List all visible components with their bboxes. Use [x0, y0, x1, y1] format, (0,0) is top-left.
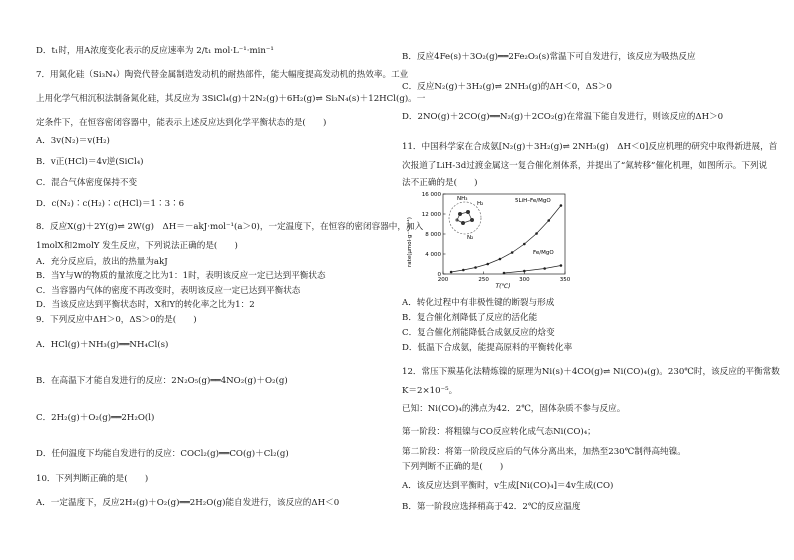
q12-stem-line2: K＝2×10⁻⁵。: [402, 386, 458, 396]
q12-stage1: 第一阶段：将粗镍与CO反应转化成气态Ni(CO)₄；: [402, 427, 596, 437]
series-label-fe: Fe/MgO: [533, 250, 554, 256]
q12-stem-line1: 12．常压下羰基化法精炼镍的原理为Ni(s)＋4CO(g)⇌ Ni(CO)₄(g)。230℃时，该反应的平衡常数: [402, 367, 780, 377]
q11-option-b: B．复合催化剂降低了反应的活化能: [402, 313, 538, 323]
series-1-point: [535, 232, 538, 235]
bond-line: [468, 212, 472, 220]
q7-stem-line3: 定条件下，在恒容密闭容器中，能表示上述反应达到化学平衡状态的是( ): [36, 118, 327, 128]
series-2-point: [543, 267, 546, 270]
q11-option-d: D．低温下合成氨，能提高原料的平衡转化率: [402, 343, 573, 353]
molecule-label-nh3: NH₃: [457, 196, 468, 202]
y-tick-label: 12 000: [421, 212, 441, 218]
x-tick-label: 250: [478, 277, 489, 283]
q8-option-a: A．充分反应后，放出的热量为akJ: [36, 257, 168, 267]
x-tick-label: 200: [437, 277, 449, 283]
q10-option-c: C．反应N₂(g)＋3H₂(g)⇌ 2NH₃(g)的ΔH＜0，ΔS＞0: [402, 82, 612, 92]
y-tick-label: 0: [437, 272, 441, 278]
series-2-point: [560, 264, 563, 267]
q9-option-d: D．任何温度下均能自发进行的反应：COCl₂(g)══CO(g)＋Cl₂(g): [36, 449, 289, 459]
y-tick-label: 4 000: [425, 252, 441, 258]
molecule-label-n2: N₂: [467, 235, 474, 241]
q8-stem-line1: 8．反应X(g)＋2Y(g)⇌ 2W(g) ΔH＝－akJ·mol⁻¹(a＞0)，一定温度下，在恒容的密闭容器中，加入: [36, 222, 424, 232]
q8-option-c: C．当容器内气体的密度不再改变时，表明该反应一定已达到平衡状态: [36, 286, 301, 296]
q10-option-a: A．一定温度下，反应2H₂(g)＋O₂(g)══2H₂O(g)能自发进行，该反应的ΔH＜0: [36, 498, 340, 508]
q11-stem-line2: 次报道了LiH-3d过渡金属这一复合催化剂体系，并提出了“氮转移”催化机理，如图所示。下列说: [402, 161, 768, 171]
q7-option-b: B．v正(HCl)＝4v逆(SiCl₄): [36, 157, 144, 167]
x-tick-label: 350: [559, 277, 571, 283]
q7-stem-line1: 7．用氮化硅（Si₃N₄）陶瓷代替金属制造发动机的耐热部件，能大幅度提高发动机的热效率。工业: [36, 70, 409, 80]
series-2-point: [523, 270, 526, 273]
q11-stem-line1: 11．中国科学家在合成氨[N₂(g)＋3H₂(g)⇌ 2NH₃(g) ΔH＜0]反应机理的研究中取得新进展，首: [402, 142, 778, 152]
q12-option-b: B．第一阶段应选择稍高于42．2℃的反应温度: [402, 502, 581, 512]
q7-stem-line2: 上用化学气相沉积法制备氮化硅，其反应为 3SiCl₄(g)＋2N₂(g)＋6H₂(g)⇌ Si₃N₄(s)＋12HCl(g)。一: [36, 94, 426, 104]
q9-option-a: A．HCl(g)＋NH₃(g)══NH₄Cl(s): [36, 340, 169, 350]
q10-option-b: B．反应4Fe(s)＋3O₂(g)══2Fe₂O₃(s)常温下可自发进行，该反应为吸热反应: [402, 52, 696, 62]
q8-option-d: D．当该反应达到平衡状态时，X和Y的转化率之比为1：2: [36, 300, 255, 310]
x-axis-label: T(℃): [495, 283, 511, 290]
series-1-point: [511, 251, 514, 254]
q12-stage2: 第二阶段：将第一阶段反应后的气体分离出来，加热至230℃制得高纯镍。: [402, 447, 686, 457]
y-tick-label: 16 000: [421, 192, 441, 198]
q11-option-c: C．复合催化剂能降低合成氨反应的焓变: [402, 328, 555, 338]
series-1-point: [450, 271, 453, 274]
q11-option-a: A．转化过程中有非极性键的断裂与形成: [402, 298, 555, 308]
q6-option-d: D．t₁时，用A浓度变化表示的反应速率为 2/t₁ mol·L⁻¹·min⁻¹: [36, 46, 274, 56]
x-tick-label: 300: [519, 277, 530, 283]
q9-option-b: B．在高温下才能自发进行的反应：2N₂O₅(g)══4NO₂(g)＋O₂(g): [36, 376, 288, 386]
molecule-inset: [449, 196, 483, 241]
q10-stem: 10．下列判断正确的是( ): [36, 474, 149, 484]
series-1-point: [547, 219, 550, 222]
q12-known: 已知：Ni(CO)₄的沸点为42．2℃，固体杂质不参与反应。: [402, 404, 626, 414]
y-axis-label: rate(μmol·g⁻¹·h⁻¹): [407, 217, 413, 267]
q7-option-a: A．3v(N₂)＝v(H₂): [36, 136, 110, 146]
chart-svg: [405, 190, 575, 290]
q8-option-b: B．当Y与W的物质的量浓度之比为1：1时，表明该反应一定已达到平衡状态: [36, 271, 326, 281]
series-1-point: [499, 258, 502, 261]
series-2-point: [503, 272, 506, 275]
series-1-point: [486, 263, 489, 266]
q12-question: 下列判断不正确的是( ): [402, 462, 504, 472]
q9-stem: 9．下列反应中ΔH＞0，ΔS＞0的是( ): [36, 315, 197, 325]
molecule-label-h2: H₂: [477, 201, 484, 207]
series-1-point: [560, 204, 563, 207]
q10-option-d: D．2NO(g)＋2CO(g)══N₂(g)＋2CO₂(g)在常温下能自发进行，则该反应的ΔH＞0: [402, 112, 724, 122]
q7-option-d: D．c(N₂)∶c(H₂)∶c(HCl)＝1∶3∶6: [36, 199, 185, 209]
series-1-point: [474, 266, 477, 269]
rate-temperature-chart: [405, 190, 575, 290]
q8-stem-line2: 1molX和2molY 发生反应，下列说法正确的是( ): [36, 241, 238, 251]
q9-option-c: C．2H₂(g)＋O₂(g)══2H₂O(l): [36, 413, 155, 423]
series-1-point: [523, 243, 526, 246]
bond-line: [463, 220, 472, 223]
q7-option-c: C．混合气体密度保持不变: [36, 178, 138, 188]
series-1-point: [462, 269, 465, 272]
plot-frame: [443, 194, 565, 274]
series-label-5lih: 5LiH–Fe/MgO: [515, 198, 551, 204]
series-line-2: [504, 266, 561, 274]
y-tick-label: 8 000: [425, 232, 441, 238]
q12-option-a: A．该反应达到平衡时，v生成[Ni(CO)₄]＝4v生成(CO): [402, 481, 614, 491]
q11-stem-line3: 法不正确的是( ): [402, 178, 478, 188]
